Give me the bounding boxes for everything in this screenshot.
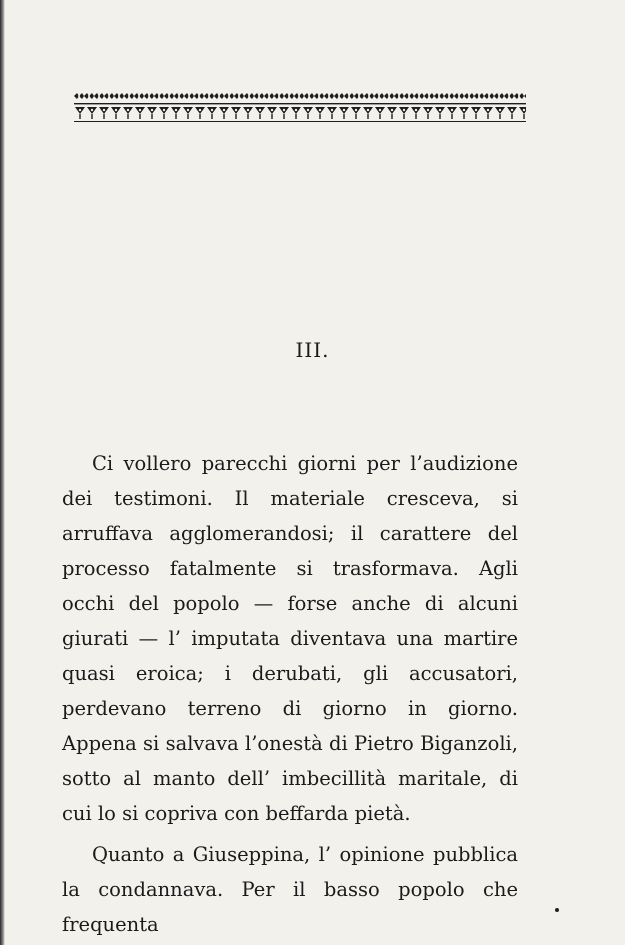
paragraph-1: Ci vollero parecchi giorni per l’audizione dei testimoni. Il materiale cresceva, si arruffava agglomerandosi; il carattere del processo fatalmente si trasformava. Agli occhi del popolo — forse anche di alcuni giurati — l’ imputata diventava una martire quasi eroica; i derubati, gli accusatori, perdevano terreno di giorno in giorno. Appena si salvava l’onestà di Pietro Biganzoli, sotto al manto dell’ imbecillità maritale, di cui lo si copriva con beffarda pietà. [62, 452, 518, 825]
ink-speck [555, 908, 559, 912]
chapter-heading: III. [295, 338, 330, 362]
paragraph-2: Quanto a Giuseppina, l’ opinione pubblica la condannava. Per il basso popolo che frequenta [62, 843, 518, 936]
body-text [62, 446, 518, 942]
page-spine-shadow [0, 0, 5, 945]
ornamental-border [74, 92, 526, 126]
